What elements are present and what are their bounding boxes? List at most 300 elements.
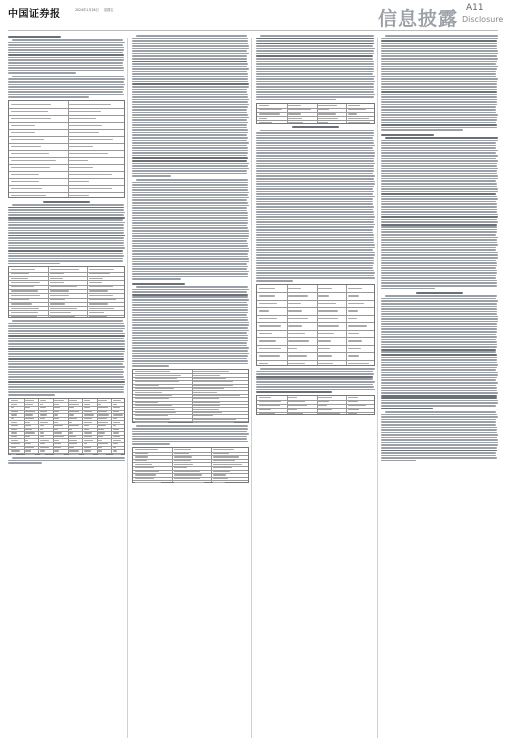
text-line (256, 86, 374, 88)
text-line (132, 94, 248, 96)
table-cell (69, 440, 77, 441)
table-cell (348, 118, 369, 119)
text-line (132, 365, 169, 367)
text-column-3 (256, 35, 375, 740)
text-line (256, 135, 374, 137)
table-cell (135, 385, 159, 386)
text-line (132, 106, 248, 108)
text-line (132, 212, 248, 214)
text-line (381, 372, 498, 374)
text-line (256, 89, 374, 91)
text-line (8, 96, 89, 98)
text-line (381, 265, 497, 267)
table-cell (135, 402, 158, 403)
table-cell (25, 432, 35, 433)
table-row-rule (9, 280, 124, 281)
table-cell (40, 422, 49, 423)
table-cell (348, 113, 357, 114)
text-line (381, 450, 497, 452)
table-cell (135, 467, 154, 468)
text-line (8, 44, 123, 46)
text-line (132, 197, 249, 199)
table-cell (40, 454, 45, 455)
table-cell (113, 429, 119, 430)
text-line (132, 145, 247, 147)
text-line (132, 294, 248, 296)
text-line (132, 86, 249, 88)
table-row-rule (133, 390, 248, 391)
table-cell (288, 105, 301, 106)
table-cell (89, 312, 105, 313)
text-line (8, 59, 124, 61)
table-cell (50, 269, 80, 270)
text-line (260, 35, 374, 37)
table-row-rule (9, 446, 124, 447)
table-cell (11, 188, 43, 189)
table-cell (135, 378, 178, 379)
text-line (381, 374, 498, 376)
text-line (381, 112, 496, 114)
table-row-rule (9, 410, 124, 411)
text-line (8, 240, 124, 242)
table-cell (40, 440, 50, 441)
table-cell (259, 405, 280, 406)
table-cell (69, 407, 74, 408)
table-cell (84, 443, 87, 444)
text-line (132, 184, 248, 186)
table-cell (69, 181, 89, 182)
table-cell (69, 118, 96, 119)
text-line (381, 382, 498, 384)
text-line (385, 295, 497, 297)
text-line (381, 186, 497, 188)
text-line (256, 280, 293, 282)
table-cell (84, 429, 90, 430)
text-line (381, 323, 497, 325)
table-cell (348, 109, 366, 110)
table-cell (89, 290, 108, 291)
table-cell (54, 429, 57, 430)
table-cell (318, 340, 331, 341)
text-line (381, 237, 498, 239)
text-line (8, 57, 124, 59)
table-row-rule (133, 452, 248, 453)
data-table (256, 284, 375, 367)
text-line (381, 86, 497, 88)
table-cell (113, 450, 117, 451)
table-cell (348, 333, 359, 334)
text-line (8, 348, 125, 350)
table-cell (98, 407, 108, 408)
text-line (256, 224, 375, 226)
text-line (12, 320, 123, 322)
table-cell (11, 414, 17, 415)
text-line (381, 142, 496, 144)
text-line (8, 94, 124, 96)
table-cell (288, 405, 307, 406)
table-cell (318, 288, 332, 289)
table-cell (98, 432, 105, 433)
text-line (132, 53, 249, 55)
table-cell (25, 425, 31, 426)
text-line (381, 318, 498, 320)
table-cell (11, 290, 38, 291)
text-line (381, 211, 497, 213)
table-row-rule (257, 300, 374, 301)
table-cell (288, 318, 308, 319)
text-line (381, 416, 498, 418)
text-line (132, 428, 248, 430)
text-line (132, 276, 248, 278)
text-line (256, 178, 374, 180)
text-line (256, 391, 332, 393)
table-cell (318, 413, 340, 414)
text-line (256, 155, 375, 157)
text-line (381, 303, 497, 305)
table-cell (213, 478, 229, 479)
table-cell (135, 474, 157, 475)
text-line (381, 452, 496, 454)
text-line (132, 112, 247, 114)
table-cell (135, 405, 172, 406)
table-cell (11, 316, 37, 317)
text-line (381, 367, 497, 369)
text-line (132, 142, 249, 144)
table-cell (98, 440, 101, 441)
table-cell (40, 425, 44, 426)
text-line (8, 65, 123, 67)
text-line (381, 444, 498, 446)
text-line (381, 313, 497, 315)
text-line (381, 344, 497, 346)
text-line (8, 212, 125, 214)
table-cell (98, 429, 104, 430)
text-line (381, 339, 496, 341)
table-col-rule (192, 370, 193, 422)
table-cell (11, 118, 51, 119)
text-line (132, 168, 249, 170)
text-line (381, 50, 498, 52)
text-line (381, 447, 497, 449)
table-cell (11, 400, 19, 401)
table-cell (54, 450, 59, 451)
table-cell (11, 404, 18, 405)
text-line (132, 342, 247, 344)
text-line (132, 182, 248, 184)
table-cell (174, 482, 204, 483)
table-cell (348, 105, 360, 106)
text-line (381, 341, 497, 343)
table-cell (25, 443, 31, 444)
table-cell (259, 413, 276, 414)
text-line (381, 78, 498, 80)
table-cell (259, 318, 277, 319)
text-line (256, 239, 374, 241)
table-row-rule (9, 192, 124, 193)
text-line (132, 278, 181, 280)
text-line (132, 55, 247, 57)
text-line (132, 312, 248, 314)
table-cell (69, 404, 79, 405)
table-cell (318, 295, 329, 296)
text-line (381, 216, 498, 218)
text-line (381, 460, 416, 462)
text-line (256, 163, 375, 165)
column-divider (377, 38, 378, 738)
section-heading (292, 126, 340, 128)
table-cell (69, 195, 89, 196)
table-cell (174, 449, 192, 450)
text-line (132, 230, 249, 232)
text-line (8, 70, 124, 72)
table-cell (213, 471, 231, 472)
table-cell (318, 409, 332, 410)
text-line (381, 397, 497, 399)
table-cell (25, 454, 35, 455)
text-line (132, 438, 247, 440)
table-cell (84, 400, 90, 401)
table-cell (213, 474, 227, 475)
text-line (381, 254, 498, 256)
text-line (381, 66, 498, 68)
column-divider (127, 38, 128, 738)
text-line (381, 249, 496, 251)
text-line (381, 234, 496, 236)
table-cell (40, 450, 45, 451)
text-line (381, 336, 497, 338)
text-line (132, 175, 171, 177)
table-cell (25, 450, 31, 451)
table-cell (69, 174, 112, 175)
table-cell (348, 303, 365, 304)
table-cell (69, 132, 99, 133)
table-cell (11, 273, 29, 274)
table-cell (288, 295, 308, 296)
table-cell (174, 460, 191, 461)
text-line (256, 170, 374, 172)
text-line (381, 89, 497, 91)
text-line (8, 81, 124, 83)
text-line (381, 83, 497, 85)
table-cell (69, 167, 93, 168)
table-col-rule (97, 399, 98, 455)
text-line (381, 308, 497, 310)
text-line (8, 67, 124, 69)
table-cell (11, 269, 35, 270)
text-line (256, 201, 373, 203)
table-row-rule (9, 298, 124, 299)
table-cell (89, 299, 117, 300)
text-line (8, 386, 124, 388)
text-line (256, 140, 374, 142)
table-cell (193, 388, 224, 389)
text-line (132, 431, 247, 433)
section-heading (416, 292, 463, 294)
text-line (132, 152, 248, 154)
text-line (8, 338, 124, 340)
table-row-rule (257, 116, 374, 117)
text-line (381, 178, 498, 180)
table-col-rule (38, 399, 39, 455)
text-line (256, 270, 374, 272)
text-line (132, 192, 249, 194)
table-cell (193, 378, 226, 379)
text-line (132, 202, 248, 204)
text-line (256, 43, 374, 45)
table-cell (213, 460, 235, 461)
table-cell (11, 425, 19, 426)
table-cell (259, 401, 282, 402)
table-cell (113, 411, 119, 412)
table-cell (11, 104, 52, 105)
text-line (256, 384, 373, 386)
table-cell (318, 363, 333, 364)
table-cell (54, 440, 59, 441)
table-cell (40, 414, 47, 415)
text-line (256, 203, 373, 205)
text-line (8, 340, 125, 342)
table-row-rule (257, 307, 374, 308)
text-line (8, 384, 125, 386)
table-cell (84, 454, 94, 455)
table-cell (348, 325, 367, 326)
table-cell (25, 407, 30, 408)
text-line (381, 385, 496, 387)
table-cell (213, 464, 243, 465)
table-row-rule (9, 285, 124, 286)
text-line (132, 358, 247, 360)
text-line (12, 457, 125, 459)
table-cell (11, 167, 50, 168)
text-line (132, 160, 247, 162)
text-line (8, 335, 125, 337)
text-line (132, 170, 247, 172)
text-line (132, 273, 248, 275)
table-cell (318, 318, 338, 319)
table-cell (98, 414, 108, 415)
table-cell (11, 125, 35, 126)
table-cell (213, 456, 240, 457)
text-line (381, 239, 497, 241)
text-line (381, 275, 496, 277)
table-cell (69, 104, 111, 105)
table-cell (348, 413, 357, 414)
table-cell (113, 400, 121, 401)
table-cell (259, 122, 273, 123)
table-cell (40, 404, 44, 405)
text-line (8, 242, 124, 244)
table-col-rule (48, 267, 49, 317)
table-cell (259, 295, 276, 296)
table-row-rule (257, 352, 374, 353)
text-line (381, 457, 497, 459)
text-line (12, 76, 124, 78)
text-line (132, 81, 248, 83)
text-line (381, 152, 496, 154)
table-cell (89, 269, 115, 270)
table-cell (69, 400, 77, 401)
text-line (132, 317, 248, 319)
text-line (381, 321, 498, 323)
text-line (132, 240, 247, 242)
text-line (8, 89, 124, 91)
table-cell (11, 181, 39, 182)
table-cell (54, 425, 63, 426)
table-cell (11, 440, 19, 441)
data-table (132, 447, 249, 483)
text-line (132, 68, 249, 70)
table-row-rule (9, 157, 124, 158)
data-table (132, 369, 249, 423)
table-row-rule (9, 143, 124, 144)
text-line (381, 129, 463, 131)
table-cell (40, 429, 43, 430)
text-line (381, 247, 496, 249)
text-line (8, 363, 123, 365)
table-cell (174, 464, 193, 465)
text-line (132, 40, 248, 42)
text-line (8, 366, 125, 368)
text-line (381, 421, 496, 423)
table-cell (11, 286, 34, 287)
text-line (256, 376, 373, 378)
table-cell (135, 415, 169, 416)
table-cell (54, 422, 57, 423)
table-cell (40, 436, 44, 437)
table-cell (288, 333, 305, 334)
text-line (381, 369, 496, 371)
table-cell (84, 422, 93, 423)
table-cell (259, 355, 280, 356)
text-line (381, 260, 496, 262)
text-line (381, 359, 497, 361)
table-cell (213, 467, 232, 468)
table-cell (89, 316, 107, 317)
table-col-rule (287, 285, 288, 366)
table-row-rule (9, 129, 124, 130)
text-line (381, 392, 498, 394)
table-col-rule (24, 399, 25, 455)
text-line (132, 189, 248, 191)
text-line (381, 257, 498, 259)
table-cell (135, 388, 174, 389)
text-line (132, 271, 249, 273)
text-line (381, 242, 497, 244)
text-line (8, 346, 125, 348)
text-line (381, 300, 498, 302)
text-line (256, 265, 373, 267)
text-line (256, 152, 375, 154)
text-line (256, 249, 373, 251)
text-line (381, 229, 497, 231)
data-table (8, 266, 125, 318)
text-line (381, 180, 496, 182)
text-line (8, 351, 125, 353)
table-cell (135, 419, 170, 420)
table-cell (98, 404, 101, 405)
table-cell (54, 418, 58, 419)
table-cell (288, 325, 302, 326)
table-cell (40, 407, 46, 408)
table-cell (174, 456, 193, 457)
section-heading (132, 283, 185, 285)
text-line (381, 280, 497, 282)
text-line (8, 72, 76, 74)
table-cell (69, 139, 113, 140)
table-cell (25, 436, 30, 437)
text-line (8, 333, 125, 335)
table-col-rule (317, 104, 318, 123)
